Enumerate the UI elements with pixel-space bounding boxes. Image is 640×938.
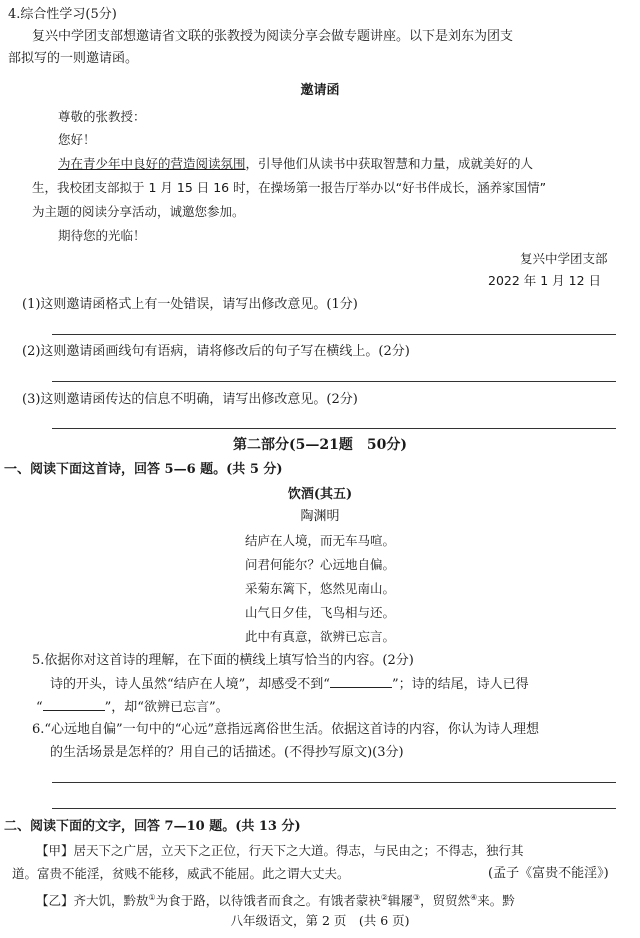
footnote-marker-3: ③	[412, 893, 421, 902]
letter-heading: 邀请函	[300, 83, 340, 98]
q5-line1-part-a: 诗的开头，诗人虽然“结庐在人境”，却感受不到“	[50, 677, 330, 692]
jia-line1: 【甲】居天下之广居，立天下之正位，行天下之大道。得志，与民由之；不得志，独行其	[36, 843, 524, 858]
q6-answer-line-2[interactable]	[52, 808, 616, 809]
q4-sub1: (1)这则邀请函格式上有一处错误，请写出修改意见。(1分)	[22, 297, 358, 312]
answer-line-3[interactable]	[52, 428, 616, 429]
answer-line-1[interactable]	[52, 334, 616, 335]
q5-line2-part-b: ”，却“欲辨已忘言”。	[104, 700, 229, 715]
q5-blank-2[interactable]	[43, 698, 105, 711]
underlined-sentence: 为在青少年中良好的营造阅读氛围	[58, 156, 246, 171]
letter-greeting: 您好！	[58, 132, 96, 147]
q5-blank-1[interactable]	[330, 675, 392, 688]
jia-line2: 道。富贵不能淫，贫贱不能移，威武不能屈。此之谓大丈夫。	[12, 866, 350, 881]
q4-sub3: (3)这则邀请函传达的信息不明确，请写出修改意见。(2分)	[22, 392, 358, 407]
q5-line1	[50, 675, 529, 693]
letter-closing: 期待您的光临！	[58, 228, 146, 243]
poem-author: 陶渊明	[300, 509, 340, 524]
part2-title: 第二部分(5—21题 50分)	[233, 437, 407, 453]
letter-body-line2: 生，我校团支部拟于 1 月 15 日 16 时，在操场第一报告厅举办以“好书伴成长，涵养家国情”	[32, 180, 547, 195]
footnote-marker-4: ④	[470, 893, 478, 902]
poem-line-3: 采菊东篱下，悠然见南山。	[244, 581, 395, 596]
q6-answer-line-1[interactable]	[52, 782, 616, 783]
section2-title: 二、阅读下面的文字，回答 7—10 题。(共 13 分)	[4, 819, 301, 834]
letter-signature: 复兴中学团支部	[520, 251, 608, 266]
yi-part-e: 来。黔	[477, 893, 515, 909]
letter-body-line1-rest: ，引导他们从读书中获取智慧和力量，成就美好的人	[245, 156, 534, 171]
letter-body-line3: 为主题的阅读分享活动，诚邀您参加。	[32, 204, 245, 219]
jia-source: (孟子《富贵不能淫》)	[488, 866, 609, 881]
yi-part-d: ，贸贸然	[420, 893, 471, 909]
q5-title: 5.依据你对这首诗的理解，在下面的横线上填写恰当的内容。(2分)	[32, 653, 414, 668]
q5-line2-part-a: “	[36, 700, 43, 715]
q5-line2	[36, 698, 229, 716]
yi-part-b: 为食于路，以待饿者而食之。有饿者蒙袂	[155, 893, 381, 909]
q6-line1: 6.“心远地自偏”一句中的“心远”意指远离俗世生活。依据这首诗的内容，你认为诗人理想	[32, 722, 539, 737]
poem-line-1: 结庐在人境，而无车马喧。	[244, 533, 395, 548]
q4-title: 4.综合性学习(5分)	[8, 7, 117, 22]
q5-line1-part-b: ”；诗的结尾，诗人已得	[391, 677, 529, 692]
q6-line2: 的生活场景是怎样的？用自己的话描述。(不得抄写原文)(3分)	[50, 745, 404, 760]
page-footer: 八年级语文，第 2 页 (共 6 页)	[230, 913, 410, 928]
yi-part-a: 【乙】齐大饥，黔敖	[36, 893, 149, 909]
letter-salutation: 尊敬的张教授：	[58, 109, 146, 124]
poem-line-4: 山气日夕佳，飞鸟相与还。	[244, 605, 395, 620]
footnote-marker-1: ①	[148, 893, 156, 902]
poem-line-5: 此中有真意，欲辨已忘言。	[244, 629, 395, 644]
q4-intro-line1: 复兴中学团支部想邀请省文联的张教授为阅读分享会做专题讲座。以下是刘东为团支	[32, 29, 514, 44]
poem-line-2: 问君何能尔？心远地自偏。	[244, 557, 395, 572]
letter-body-line1	[58, 155, 533, 172]
letter-date: 2022 年 1 月 12 日	[488, 273, 602, 288]
q4-intro-line2: 部拟写的一则邀请函。	[8, 51, 139, 66]
footnote-marker-2: ②	[380, 893, 388, 902]
answer-line-2[interactable]	[52, 381, 616, 382]
yi-part-c: 辑屦	[387, 893, 413, 909]
yi-line1	[36, 889, 515, 909]
section1-title: 一、阅读下面这首诗，回答 5—6 题。(共 5 分)	[4, 462, 283, 477]
poem-title: 饮酒(其五)	[287, 487, 353, 502]
q4-sub2: (2)这则邀请函画线句有语病，请将修改后的句子写在横线上。(2分)	[22, 344, 410, 359]
